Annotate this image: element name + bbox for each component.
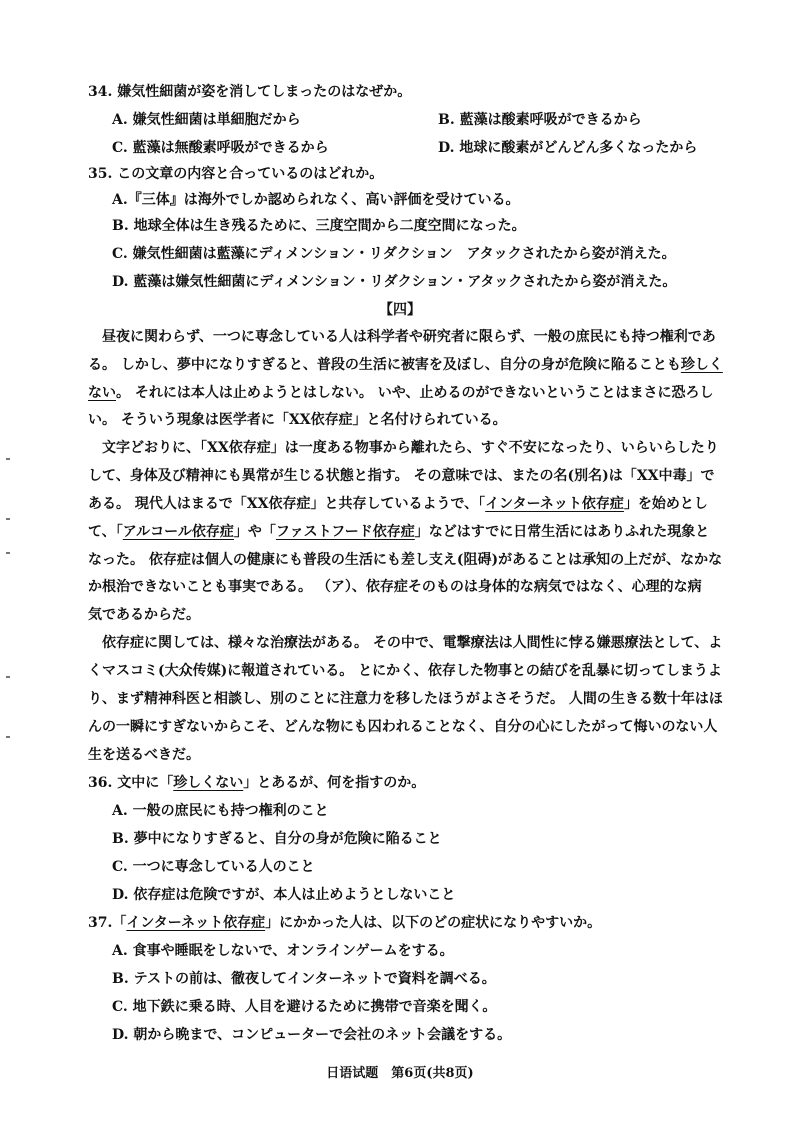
q35-option-b: B. 地球全体は生き残るために、三度空間から二度空間になった。 bbox=[112, 218, 526, 234]
scan-mark bbox=[6, 552, 10, 554]
passage-line bbox=[88, 383, 713, 403]
passage-line: 昼夜に関わらず、一つに専念している人は科学者や研究者に限らず、一般の庶民にも持つ権利であ bbox=[88, 329, 716, 345]
q36-option-a: A. 一般の庶民にも持つ権利のこと bbox=[112, 803, 329, 819]
q34-option-b: B. 藍藻は酸素呼吸ができるから bbox=[438, 112, 642, 128]
q34-option-c: C. 藍藻は無酸素呼吸ができるから bbox=[112, 140, 329, 156]
passage-text: 」や「 bbox=[233, 524, 276, 540]
passage-line: 気であるからだ。 bbox=[88, 607, 200, 623]
q37-stem bbox=[88, 913, 601, 933]
passage-text: ある。 現代人はまるで「XX依存症」と共存しているようで、「 bbox=[88, 496, 486, 512]
passage-line: んの一瞬にすぎないからこそ、どんな物にも囚われることなく、自分の心にしたがって悔いのない人 bbox=[88, 719, 718, 735]
section-heading: 【四】 bbox=[379, 302, 421, 318]
q37-option-a: A. 食事や睡眠をしないで、オンラインゲームをする。 bbox=[112, 943, 454, 959]
q36-option-c: C. 一つに専念している人のこと bbox=[112, 859, 315, 875]
page-footer: 日语试题 第6页(共8页) bbox=[326, 1066, 474, 1081]
passage-line bbox=[88, 522, 709, 542]
passage-line: なった。 依存症は個人の健康にも普段の生活にも差し支え(阻碍)があることは承知の上だが、なかな bbox=[88, 552, 723, 568]
underlined-phrase: インターネット依存症 bbox=[126, 915, 266, 931]
q37-stem-text: 」にかかった人は、以下のどの症状になりやすいか。 bbox=[265, 915, 602, 931]
scan-mark bbox=[6, 676, 10, 678]
q35-option-a: A.『三体』は海外でしか認められなく、高い評価を受けている。 bbox=[112, 192, 520, 208]
q35-stem: 35. この文章の内容と合っているのはどれか。 bbox=[88, 166, 384, 182]
scan-mark bbox=[6, 518, 10, 520]
passage-line: 依存症に関しては、様々な治療法がある。 その中で、電撃療法は人間性に悖る嫌悪療法として、よ bbox=[88, 635, 723, 651]
q36-stem bbox=[88, 773, 425, 793]
passage-text: て、「 bbox=[88, 524, 123, 540]
passage-line: か根治できないことも事実である。 （ア）、依存症そのものは身体的な病気ではなく、心理的な病 bbox=[88, 579, 702, 595]
q35-option-c: C. 嫌気性細菌は藍藻にディメンション・リダクション アタックされたから姿が消えた。 bbox=[112, 246, 676, 262]
q34-option-a: A. 嫌気性細菌は単細胞だから bbox=[112, 112, 301, 128]
passage-line: 生を送るべきだ。 bbox=[88, 747, 200, 763]
passage-line: くマスコミ(大众传媒)に報道されている。 とにかく、依存した物事との結びを乱暴に切ってしまうよ bbox=[88, 663, 722, 679]
q36-stem-text: 36. 文中に「 bbox=[88, 775, 174, 791]
passage-text: 」などはすでに日常生活にはありふれた現象と bbox=[414, 524, 710, 540]
q37-option-c: C. 地下鉄に乗る時、人目を避けるために携帯で音楽を聞く。 bbox=[112, 999, 497, 1015]
passage-line bbox=[88, 355, 723, 375]
q36-option-d: D. 依存症は危険ですが、本人は止めようとしないこと bbox=[112, 887, 456, 903]
underlined-phrase: ファストフード依存症 bbox=[275, 524, 415, 540]
underlined-phrase: インターネット依存症 bbox=[485, 496, 624, 512]
q34-stem: 34. 嫌気性細菌が姿を消してしまったのはなぜか。 bbox=[88, 84, 412, 100]
passage-line: 文字どおりに、「XX依存症」は一度ある物事から離れたら、すぐ不安になったり、いらいらしたり bbox=[88, 440, 719, 456]
passage-text: 」を始めとし bbox=[623, 496, 708, 512]
scan-mark bbox=[6, 736, 10, 738]
underlined-phrase: ない bbox=[88, 385, 116, 401]
passage-line: い。 そういう現象は医学者に「XX依存症」と名付けられている。 bbox=[88, 412, 507, 428]
passage-line: して、身体及び精神にも異常が生じる状態と指す。 その意味では、またの名(別名)は「XX中毒」で bbox=[88, 468, 715, 484]
q36-stem-text: 」とあるが、何を指すのか。 bbox=[243, 775, 426, 791]
passage-line: り、まず精神科医と相談し、別のことに注意力を移したほうがよさそうだ。 人間の生きる数十年はほ bbox=[88, 691, 723, 707]
underlined-phrase: アルコール依存症 bbox=[122, 524, 234, 540]
passage-line bbox=[88, 494, 708, 514]
underlined-phrase: 珍しく bbox=[680, 357, 723, 373]
q37-stem-text: 37.「 bbox=[88, 915, 127, 931]
passage-text: る。 しかし、夢中になりすぎると、普段の生活に被害を及ぼし、自分の身が危険に陥ることも bbox=[88, 357, 681, 373]
q37-option-d: D. 朝から晩まで、コンピューターで会社のネット会議をする。 bbox=[112, 1027, 512, 1043]
scan-mark bbox=[6, 458, 10, 460]
q37-option-b: B. テストの前は、徹夜してインターネットで資料を調べる。 bbox=[112, 971, 496, 987]
q36-option-b: B. 夢中になりすぎると、自分の身が危険に陥ること bbox=[112, 831, 442, 847]
underlined-phrase: 珍しくない bbox=[173, 775, 244, 791]
q34-option-d: D. 地球に酸素がどんどん多くなったから bbox=[438, 140, 698, 156]
passage-text: 。 それには本人は止めようとはしない。 いや、止めるのができないということはまさに恐ろし bbox=[116, 385, 714, 401]
q35-option-d: D. 藍藻は嫌気性細菌にディメンション・リダクション・アタックされたから姿が消えた。 bbox=[112, 274, 677, 290]
